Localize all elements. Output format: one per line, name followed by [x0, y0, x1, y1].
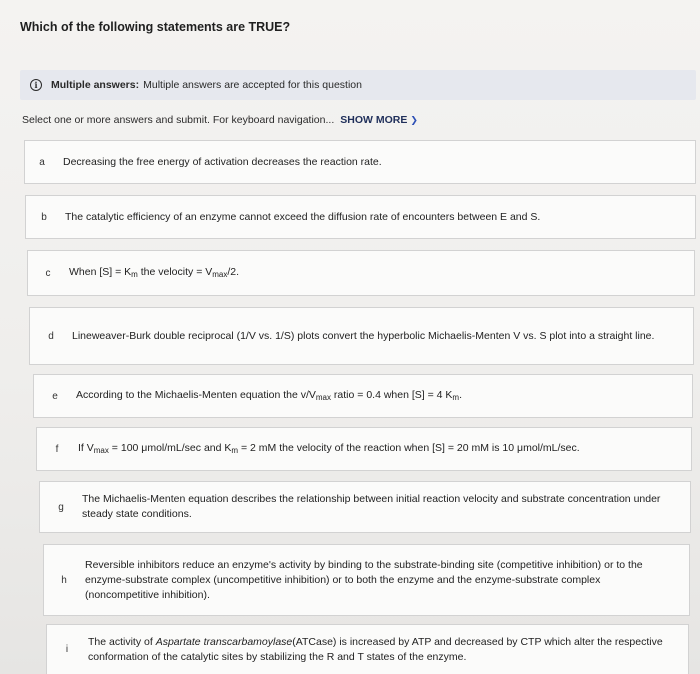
option-text: If $V_{max} = 100$ μmol/mL/sec and $K_m = 2$ mM the velocity of the reaction when [S] = 20 mM is 10 μmol/mL/sec. — [78, 441, 580, 455]
option-text: The catalytic efficiency of an enzyme cannot exceed the diffusion rate of encounters between E and S. — [65, 210, 541, 223]
option-text: The Michaelis-Menten equation describes the relationship between initial reaction velocity and substrate concentration under steady state conditions. — [82, 493, 661, 520]
chevron-down-icon: ❯ — [410, 114, 418, 125]
answer-option-b[interactable] — [25, 195, 696, 239]
option-letter: h — [61, 574, 67, 586]
answer-option-g[interactable] — [39, 481, 691, 533]
option-letter: g — [58, 501, 64, 513]
option-letter: a — [39, 156, 45, 168]
answer-option-h[interactable] — [43, 544, 690, 616]
option-text: Decreasing the free energy of activation decreases the reaction rate. — [63, 155, 382, 168]
option-text: According to the Michaelis-Menten equation the $v/V_{max}$ ratio = 0.4 when [S] = 4 $K_m$. — [76, 388, 463, 402]
question-title: Which of the following statements are TRUE? — [20, 20, 291, 34]
answer-option-d[interactable] — [29, 307, 694, 365]
option-letter: b — [41, 211, 47, 223]
show-more-label: SHOW MORE — [340, 114, 408, 126]
answer-option-c[interactable] — [27, 250, 695, 296]
instructions — [22, 114, 418, 126]
option-text: Reversible inhibitors reduce an enzyme's activity by binding to the substrate-binding site (competitive inhibition) or to the enzyme-substrate complex (uncompetitive inhibition) or to both the enzyme and the enzyme-substrate complex (noncompetitive inhibition). — [85, 558, 643, 601]
option-text: Lineweaver-Burk double reciprocal (1/V vs. 1/S) plots convert the hyperbolic Michaelis-Menten V vs. S plot into a straight line. — [72, 329, 655, 342]
option-letter: d — [48, 330, 54, 342]
info-circle-icon: i — [30, 79, 42, 91]
info-text: Multiple answers are accepted for this question — [143, 79, 362, 91]
answer-option-f[interactable] — [36, 427, 692, 471]
option-letter: c — [45, 267, 51, 279]
instructions-text: Select one or more answers and submit. For keyboard navigation... — [22, 114, 335, 126]
option-text: When $[S] = K_m$ the velocity = $V_{max}/2$. — [69, 265, 240, 279]
option-text: The activity of Aspartate transcarbamoylase(ATCase) is increased by ATP and decreased by CTP which alter the respective conformation of the catalytic sites by stabilizing the R and T states of the enzyme. — [88, 635, 663, 663]
answer-option-a[interactable] — [24, 140, 696, 184]
option-letter: f — [55, 443, 59, 455]
answer-option-e[interactable] — [33, 374, 693, 418]
info-banner — [20, 70, 696, 100]
option-letter: e — [52, 390, 58, 402]
show-more-button[interactable] — [340, 114, 418, 126]
info-label: Multiple answers: — [51, 79, 140, 91]
option-letter: i — [65, 644, 69, 655]
answer-option-i[interactable] — [46, 624, 689, 674]
